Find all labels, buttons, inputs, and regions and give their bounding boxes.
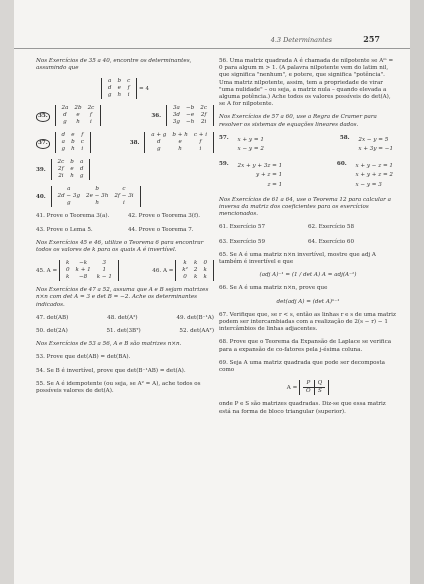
exercise-52: 52. det(AAᵀ) xyxy=(179,328,214,335)
given-determinant xyxy=(36,78,214,99)
exercise-56: 56. Uma matriz quadrada A é chamada de nilpotente se Aᵐ = 0 para algum m > 1. (A palavra nilpotente vem do latim nil, que significa "nenhum", e potere, que significa "potência". Uma matriz nilpotente, assim, tem a propriedade de virar "uma nulidade" – ou seja, a matriz nula – quando elevada a alguma potência.) Ache todos os valores possíveis do det(A), se A for nilpotente. xyxy=(219,58,394,108)
exercise-68: 68. Prove que o Teorema da Expansão de Laplace se verifica para a expansão de co-fatores pela j-ésima coluna. xyxy=(219,339,392,353)
textbook-page xyxy=(14,0,410,584)
exercises-57-58 xyxy=(219,135,397,155)
instructions-35-40: Nos Exercícios de 35 a 40, encontre os determinantes, assumindo que xyxy=(36,58,192,72)
exercise-63: 63. Exercício 59 xyxy=(219,238,266,245)
exercise-39: 39. 2c b a 2f e d 2i h g xyxy=(36,159,214,180)
exercise-49: 49. det(B⁻¹A) xyxy=(176,314,214,321)
header-rule xyxy=(14,48,410,49)
exercises-43-44 xyxy=(36,227,214,234)
equation-65: (adj A)⁻¹ = (1 / det A) A = adj(A⁻¹) xyxy=(259,272,357,279)
exercise-59: 59. 2x + y + 3z = 1 y + z = 1 z = 1 xyxy=(219,161,283,188)
right-column xyxy=(219,58,397,422)
exercise-65: 65. Se A é uma matriz n×n invertível, mostre que adj A também é invertível e que xyxy=(219,251,376,266)
exercise-55: 55. Se A é idempotente (ou seja, se A² = A), ache todos os possíveis valores de det(A). xyxy=(36,380,201,395)
exercises-41-42 xyxy=(36,213,214,220)
exercise-54: 54. Se B é invertível, prove que det(B⁻¹AB) = det(A). xyxy=(36,367,186,374)
exercise-66: 66. Se A é uma matriz n×n, prove que xyxy=(219,285,328,292)
exercise-51: 51. det(3Bᵀ) xyxy=(106,328,141,335)
exercise-48: 48. det(A²) xyxy=(107,314,138,321)
exercise-41: 41. Prove o Teorema 3(a). xyxy=(36,213,110,220)
exercise-36: 36. 3a −b 2c 3d −e 2f 3g −h 2i xyxy=(151,105,214,126)
exercises-37-38 xyxy=(36,132,214,153)
page-number: 257 xyxy=(363,34,380,44)
exercise-42: 42. Prove o Teorema 3(f). xyxy=(128,213,201,220)
binding-edge xyxy=(410,0,424,584)
exercise-64: 64. Exercício 60 xyxy=(308,238,355,245)
exercise-45: 45. A = k −k 3 0 k + 1 1 k −8 k − 1 xyxy=(36,260,119,281)
exercise-35: 35. 2a 2b 2c d e f g h i xyxy=(36,105,101,126)
exercise-69-continued: onde P e S são matrizes quadradas. Diz-se que essa matriz está na forma de bloco triangular (superior). xyxy=(219,401,386,415)
exercises-59-60 xyxy=(219,161,397,191)
exercise-58: 58. 2x − y = 5 x + 3y = −1 xyxy=(339,134,393,153)
given-value: = 4 xyxy=(139,86,150,93)
equation-66: det(adj A) = (det A)ⁿ⁻¹ xyxy=(276,298,340,305)
instructions-45-46: Nos Exercícios 45 e 46, utilize o Teorema 6 para encontrar todos os valores de k para os quais A é invertível. xyxy=(36,239,204,254)
exercises-47-49 xyxy=(36,315,214,322)
exercises-61-64 xyxy=(219,224,397,245)
exercises-35-36 xyxy=(36,105,214,126)
page-header xyxy=(14,34,410,48)
exercise-43: 43. Prove o Lema 5. xyxy=(36,226,93,233)
exercises-45-46 xyxy=(36,260,214,281)
exercise-62: 62. Exercício 58 xyxy=(308,224,355,231)
exercise-47: 47. det(AB) xyxy=(36,314,69,321)
left-column xyxy=(36,58,214,401)
given-matrix: a b c d e f g h i xyxy=(101,78,137,99)
exercise-38: 38. a + g b + h c + i d e f g h i xyxy=(130,132,214,153)
exercise-50: 50. det(2A) xyxy=(36,328,68,335)
instructions-47-52: Nos Exercícios de 47 a 52, assuma que A e B sejam matrizes n×n com det A = 3 e det B = −2. Ache os determinantes indicados. xyxy=(36,287,209,308)
exercise-60: 60. x + y − z = 1 x + y + z = 2 x − y = 3 xyxy=(336,161,393,188)
exercise-37: 37. d e f a b c g h i xyxy=(36,132,91,153)
exercise-53: 53. Prove que det(AB) = det(BA). xyxy=(36,354,131,361)
exercise-69: 69. Seja A uma matriz quadrada que pode ser decomposta como xyxy=(219,359,385,374)
section-title: 4.3 Determinantes xyxy=(270,36,332,44)
instructions-53-56: Nos Exercícios de 53 a 56, A e B são matrizes n×n. xyxy=(36,341,182,348)
exercise-40: 40. a b c 2d − 3g 2e − 3h 2f − 3i g h i xyxy=(36,186,214,207)
exercise-61: 61. Exercício 57 xyxy=(219,224,266,231)
exercise-44: 44. Prove o Teorema 7. xyxy=(128,226,194,233)
instructions-61-64: Nos Exercícios de 61 a 64, use o Teorema 12 para calcular a inversa da matriz dos coeficientes para os exercícios mencionados. xyxy=(219,196,391,218)
exercise-46: 46. A = k k 0 k² 2 k 0 k k xyxy=(152,260,214,281)
instructions-57-60: Nos Exercícios de 57 a 60, use a Regra de Cramer para resolver os sistemas de equações lineares dados. xyxy=(219,114,377,128)
exercise-57: 57. x + y = 1 x − y = 2 xyxy=(219,134,264,153)
exercise-67: 67. Verifique que, se r < s, então as linhas r e s de uma matriz podem ser intercambiadas com a realização de 2(s − r) − 1 intercâmbios de linhas adjacentes. xyxy=(219,311,396,333)
exercises-50-52 xyxy=(36,328,214,335)
block-matrix: A = P Q O S xyxy=(219,380,397,395)
